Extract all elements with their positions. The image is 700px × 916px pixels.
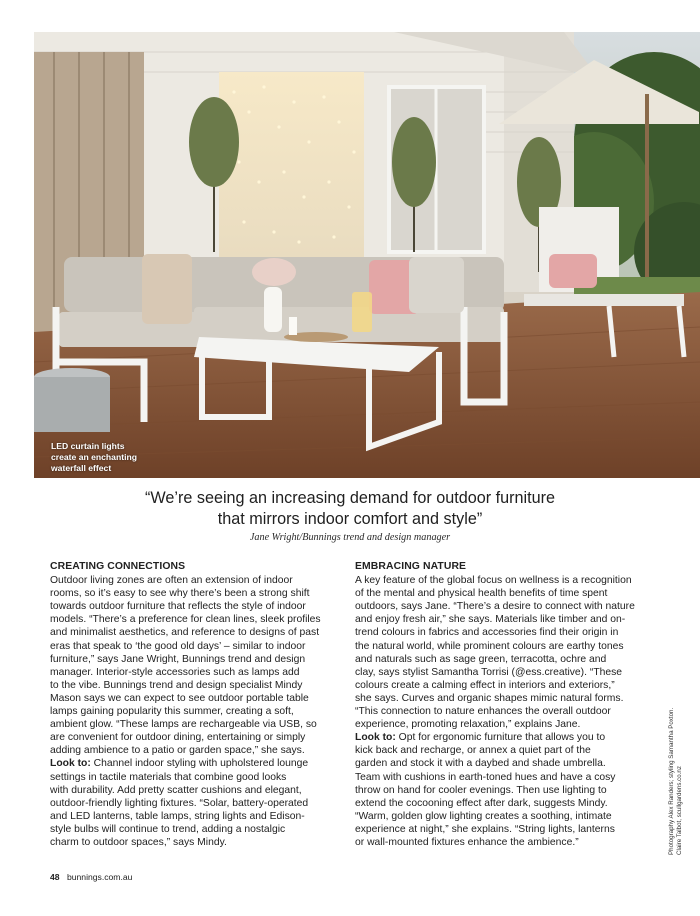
- credits-line: Photography Alex Randers; styling Samantha Poxton.: [668, 707, 675, 855]
- body-line: rooms, so it’s easy to see why there’s been a strong shift: [50, 588, 310, 600]
- photo-caption: [51, 441, 161, 474]
- pull-quote: [80, 488, 620, 530]
- body-line: models. “There’s a preference for clean lines, sleek profiles: [50, 614, 321, 626]
- pull-quote-line: “We’re seeing an increasing demand for outdoor furniture: [144, 489, 555, 507]
- body-line: Mason says we can expect to see outdoor portable table: [50, 692, 309, 704]
- body-line: ambient glow. “These lamps are rechargeable via USB, so: [50, 719, 317, 731]
- body-line: style bulbs will continue to trend, adding a nostalgic: [50, 823, 286, 835]
- body-line: and minimalist aesthetics, and reference to designs of past: [50, 627, 320, 639]
- body-line: furniture,” says Jane Wright, Bunnings trend and design: [50, 653, 306, 665]
- body-line: outdoor-friendly lighting fixtures. “Solar, battery-operated: [50, 797, 309, 809]
- body-line: Team with cushions in earth-toned hues and have a cosy: [355, 771, 616, 783]
- body-line: manager. Interior-style accessories such as lamps add: [50, 666, 300, 678]
- look-to-text: Channel indoor styling with upholstered lounge: [90, 758, 309, 770]
- body-line: eras that speak to ‘the good old days’ – similar to indoor: [50, 640, 306, 652]
- pull-quote-line: that mirrors indoor comfort and style”: [217, 510, 483, 528]
- body-line: to the vibe. Bunnings trend and design specialist Mindy: [50, 679, 303, 691]
- body-line: “This connection to nature enhances the overall outdoor: [355, 706, 611, 718]
- caption-line: create an enchanting: [51, 452, 137, 462]
- look-to-text: Opt for ergonomic furniture that allows you to: [395, 732, 606, 744]
- section-heading: EMBRACING NATURE: [355, 561, 467, 572]
- body-line: clay, says stylist Samantha Torrisi (@ess.creative). “These: [355, 666, 623, 678]
- body-line: experience, promoting relaxation,” explains Jane.: [355, 719, 581, 731]
- body-line: and naturals such as sage green, terracotta, ochre and: [355, 653, 607, 665]
- page-number: 48: [50, 872, 60, 882]
- body-line: towards outdoor furniture that reflects the style of indoor: [50, 601, 306, 613]
- body-line: colours create a calming effect in interiors and exteriors,”: [355, 679, 615, 691]
- body-line: outdoors, says Jane. “There’s a desire to connect with nature: [355, 601, 635, 613]
- photo-credits: [668, 705, 692, 855]
- quote-attribution: Jane Wright/Bunnings trend and design manager: [249, 532, 451, 543]
- body-line: the natural world, while prominent colours are earthy tones: [355, 640, 624, 652]
- article-column-left: [50, 560, 346, 849]
- body-line: garden and stock it with a daybed and shade umbrella.: [355, 758, 606, 770]
- body-line: throw on hand for cooler evenings. Then use lighting to: [355, 784, 607, 796]
- body-line: “Warm, golden glow lighting creates a soothing, intimate: [355, 810, 612, 822]
- article-column-right: [355, 560, 645, 849]
- look-to-label: Look to:: [355, 732, 396, 744]
- body-line: adding ambience to a patio or garden space,” she says.: [50, 745, 305, 757]
- hero-photo: [34, 32, 700, 478]
- caption-line: waterfall effect: [51, 463, 112, 473]
- body-line: and LED lanterns, table lamps, string lights and Edison-: [50, 810, 305, 822]
- body-line: A key feature of the global focus on wellness is a recognition: [355, 575, 632, 587]
- body-line: or wall-mounted fixtures enhance the ambience.”: [355, 836, 579, 848]
- page-footer: [50, 872, 132, 882]
- body-line: and enjoy fresh air,” she says. Materials like timber and on-: [355, 614, 626, 626]
- body-line: charm to outdoor spaces,” says Mindy.: [50, 836, 227, 848]
- body-line: settings in tactile materials that combine good looks: [50, 771, 287, 783]
- section-heading: CREATING CONNECTIONS: [50, 561, 186, 572]
- look-to-label: Look to:: [50, 758, 91, 770]
- look-to-line: [355, 731, 645, 744]
- caption-line: LED curtain lights: [51, 441, 125, 451]
- patio-scene-illustration: [34, 32, 700, 478]
- body-line: she says. Curves and organic shapes mimic natural forms.: [355, 692, 624, 704]
- body-line: experience at night,” she explains. “String lights, lanterns: [355, 823, 615, 835]
- look-to-line: [50, 757, 346, 770]
- body-line: of the mental and physical health benefits of time spent: [355, 588, 608, 600]
- body-line: Outdoor living zones are often an extension of indoor: [50, 575, 293, 587]
- footer-site[interactable]: bunnings.com.au: [66, 872, 133, 882]
- body-line: are convenient for outdoor dining, entertaining or simply: [50, 732, 306, 744]
- body-line: with durability. Add pretty scatter cushions and elegant,: [50, 784, 302, 796]
- body-line: trend colours in fabrics and accessories find their origin in: [355, 627, 619, 639]
- credits-line: Claire Talbot, scullgardens.co.nz: [676, 766, 683, 855]
- body-line: lamps gaining popularity this summer, creating a soft,: [50, 706, 294, 718]
- body-line: extend the cocooning effect after dark, suggests Mindy.: [355, 797, 608, 809]
- body-line: kick back and recharge, or annex a quiet part of the: [355, 745, 591, 757]
